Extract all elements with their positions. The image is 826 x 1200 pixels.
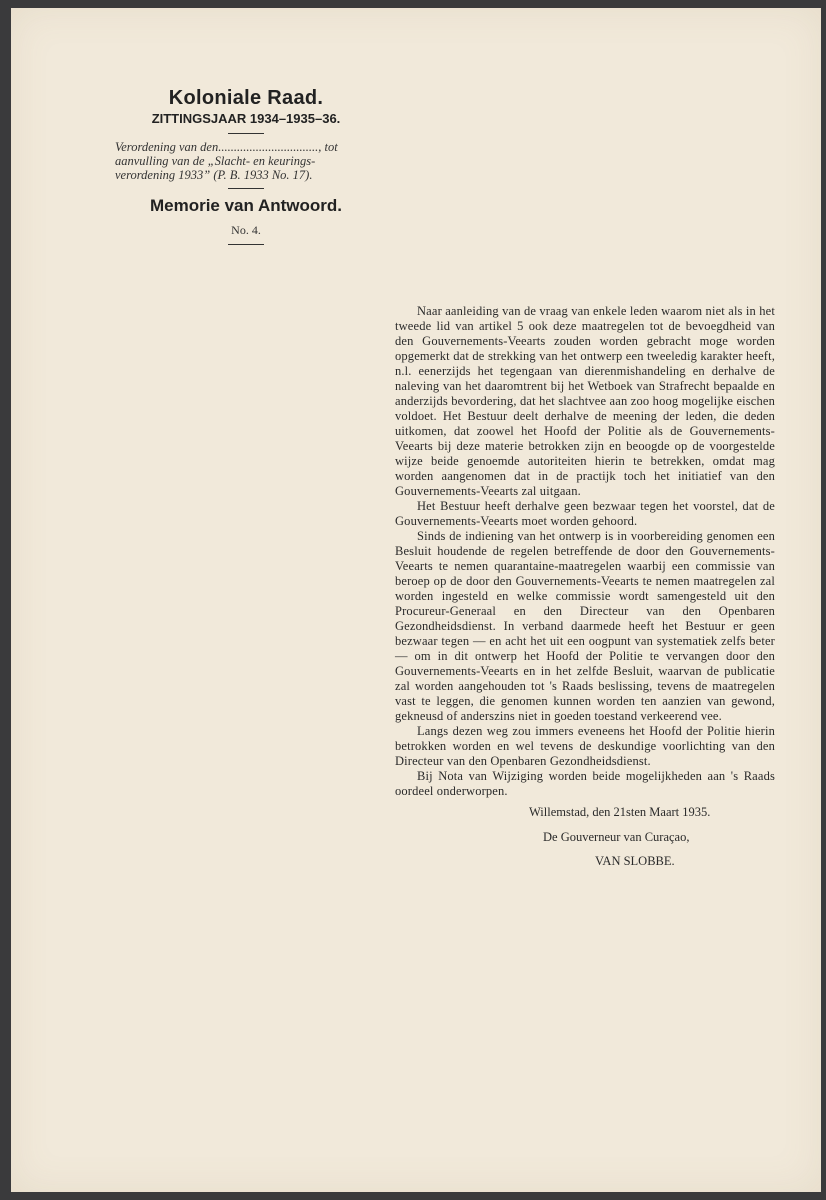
paragraph: Het Bestuur heeft derhalve geen bezwaar tegen het voorstel, dat de Gouvernements-Veearts moet worden gehoord. (395, 499, 775, 528)
paragraph: Naar aanleiding van de vraag van enkele leden waarom niet als in het tweede lid van artikel 5 ook deze maatregelen tot de bevoegdheid van den Gouvernements-Veearts zouden worden gebracht moge worden opgemerkt dat de strekking van het ontwerp een tweeledig karakter heeft, n.l. eenerzijds het tegengaan van dierenmishandeling en derhalve de naleving van het daaromtrent bij het Wetboek van Strafrecht bepaalde en anderzijds bevordering, dat het slachtvee aan zoo hoog mogelijke eischen voldoet. Het Bestuur deelt derhalve de meening der leden, die deden uitkomen, dat zoowel het Hoofd der Politie als de Gouvernements-Veearts bij deze materie betrokken zijn en beoogde op de voorgestelde wijze beide genoemde autoriteiten hierin te betrekken, omdat mag worden aangenomen dat in de practijk toch het initiatief van den Gouvernements-Veearts zal uitgaan. (395, 304, 775, 498)
body-text (395, 304, 775, 799)
document-page (11, 8, 821, 1192)
ordinance-title: Verordening van den................................, tot aanvulling van de „Slacht- en keurings-verordening 1933” (P. B. 1933 No. 17). (115, 140, 338, 182)
divider (228, 244, 264, 245)
divider (228, 133, 264, 134)
document-subtitle: Memorie van Antwoord. (149, 196, 343, 215)
session-year: ZITTINGSJAAR 1934–1935–36. (151, 111, 341, 126)
document-number: No. 4. (231, 223, 261, 237)
signatory-name: VAN SLOBBE. (595, 854, 675, 868)
signatory-role: De Gouverneur van Curaçao, (543, 830, 690, 844)
place-date: Willemstad, den 21sten Maart 1935. (529, 805, 711, 819)
council-title: Koloniale Raad. (168, 87, 324, 109)
paragraph: Langs dezen weg zou immers eveneens het Hoofd der Politie hierin betrokken worden en wel tevens de deskundige voorlichting van den Directeur van den Openbaren Gezondheidsdienst. (395, 724, 775, 768)
divider (228, 188, 264, 189)
paragraph: Sinds de indiening van het ontwerp is in voorbereiding genomen een Besluit houdende de regelen betreffende de door den Gouvernements-Veearts te nemen quarantaine-maatregelen waarbij een commissie van beroep op de door den Gouvernements-Veearts te nemen maatregelen zal worden ingesteld en welke commissie wordt samengesteld uit den Procureur-Generaal en den Directeur van den Openbaren Gezondheidsdienst. In verband daarmede heeft het Bestuur er geen bezwaar tegen — en acht het uit een oogpunt van systematiek zelfs beter — om in dit ontwerp het Hoofd der Politie te vervangen door den Gouvernements-Veearts en in het zelfde Besluit, waarvan de publicatie zal worden aangehouden tot 's Raads beslissing, tevens de maatregelen vast te leggen, die genomen kunnen worden ten aanzien van gewond, gekneusd of anderszins niet in goeden toestand verkeerend vee. (395, 529, 775, 723)
document-header (101, 86, 391, 251)
paragraph: Bij Nota van Wijziging worden beide mogelijkheden aan 's Raads oordeel onderworpen. (395, 769, 775, 798)
